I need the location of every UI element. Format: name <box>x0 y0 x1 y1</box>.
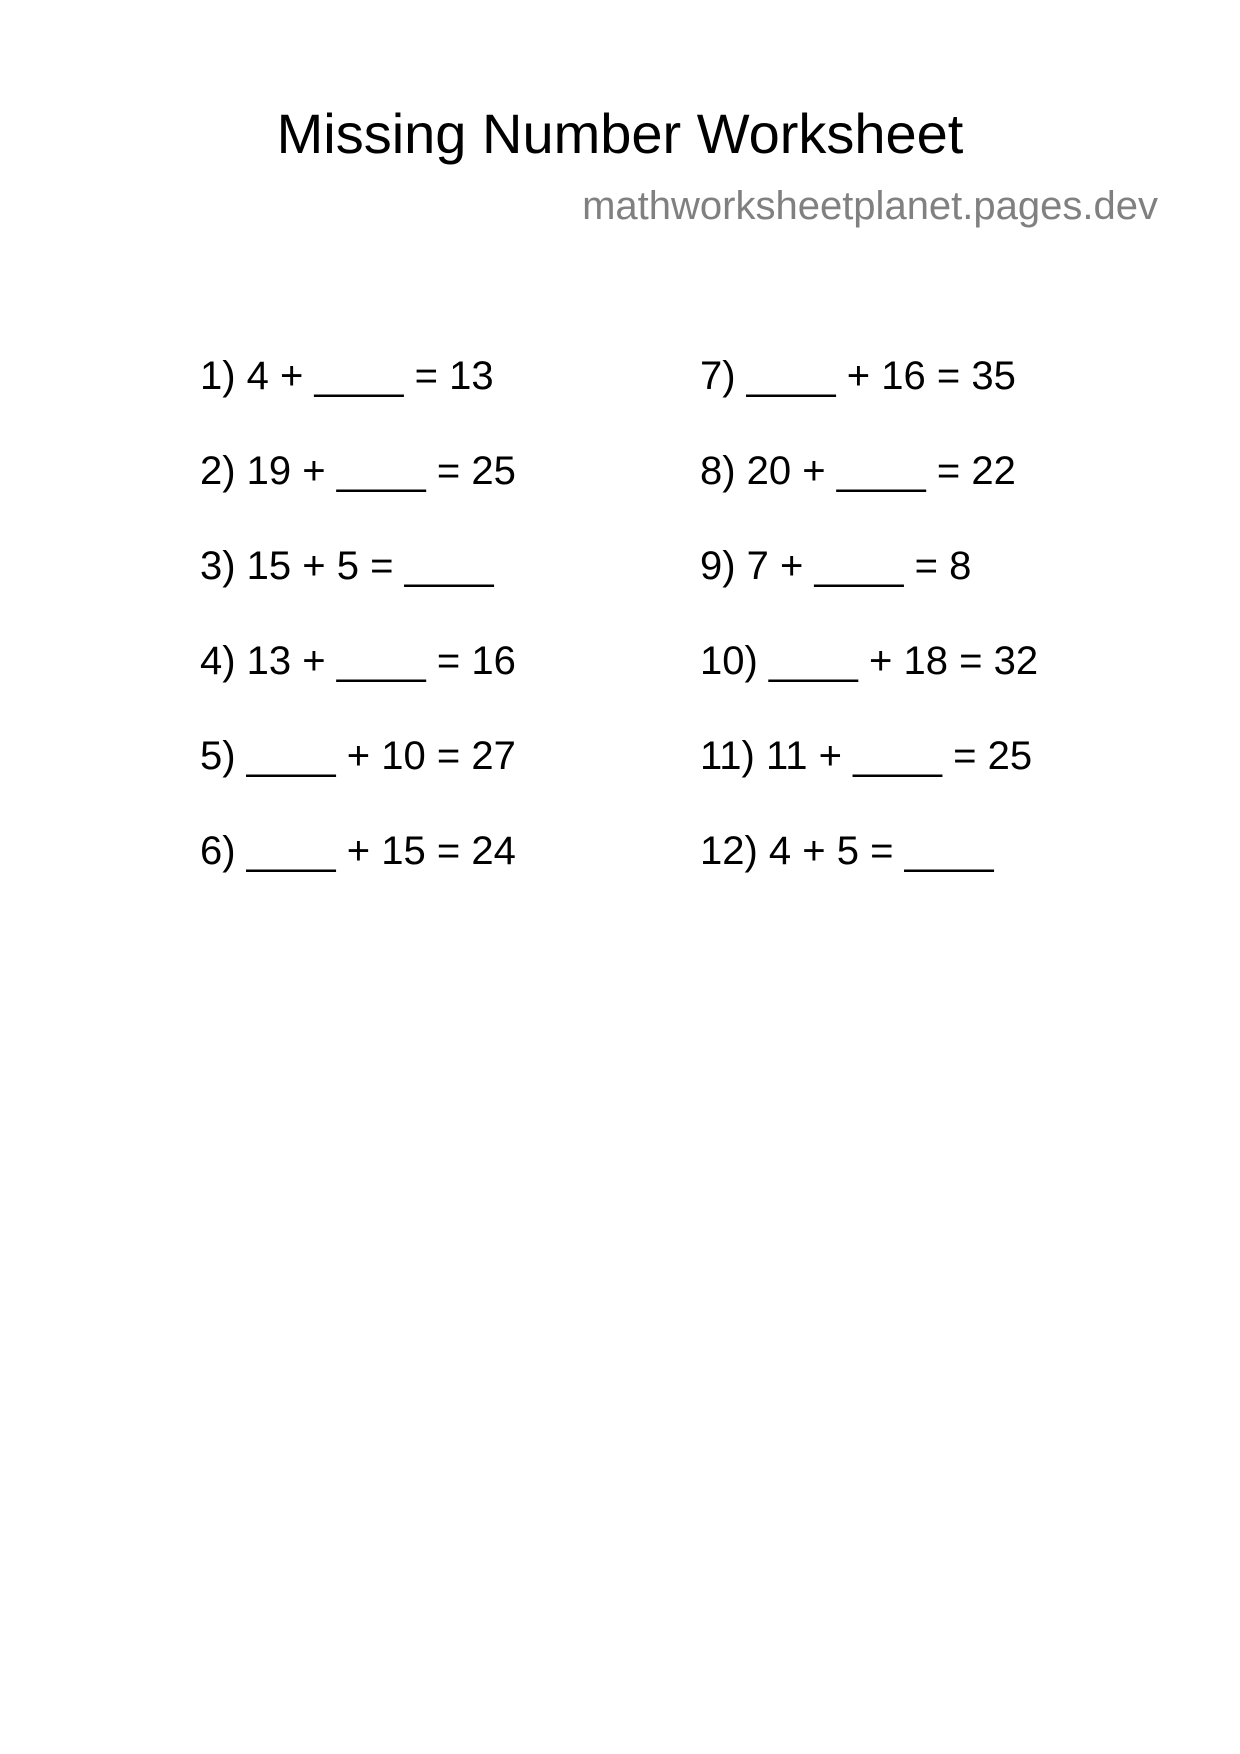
problem-4: 4) 13 + ____ = 16 <box>200 639 516 683</box>
problem-12: 12) 4 + 5 = ____ <box>700 829 994 873</box>
worksheet-title: Missing Number Worksheet <box>276 102 964 165</box>
problem-8: 8) 20 + ____ = 22 <box>700 449 1016 493</box>
problem-6: 6) ____ + 15 = 24 <box>200 829 516 873</box>
problem-10: 10) ____ + 18 = 32 <box>700 639 1039 683</box>
problem-7: 7) ____ + 16 = 35 <box>700 354 1016 398</box>
problem-5: 5) ____ + 10 = 27 <box>200 734 516 778</box>
problem-11: 11) 11 + ____ = 25 <box>700 734 1033 778</box>
problem-1: 1) 4 + ____ = 13 <box>200 354 494 398</box>
problem-2: 2) 19 + ____ = 25 <box>200 449 516 493</box>
site-url: mathworksheetplanet.pages.dev <box>582 184 1158 228</box>
problem-3: 3) 15 + 5 = ____ <box>200 544 494 588</box>
problem-9: 9) 7 + ____ = 8 <box>700 544 972 588</box>
